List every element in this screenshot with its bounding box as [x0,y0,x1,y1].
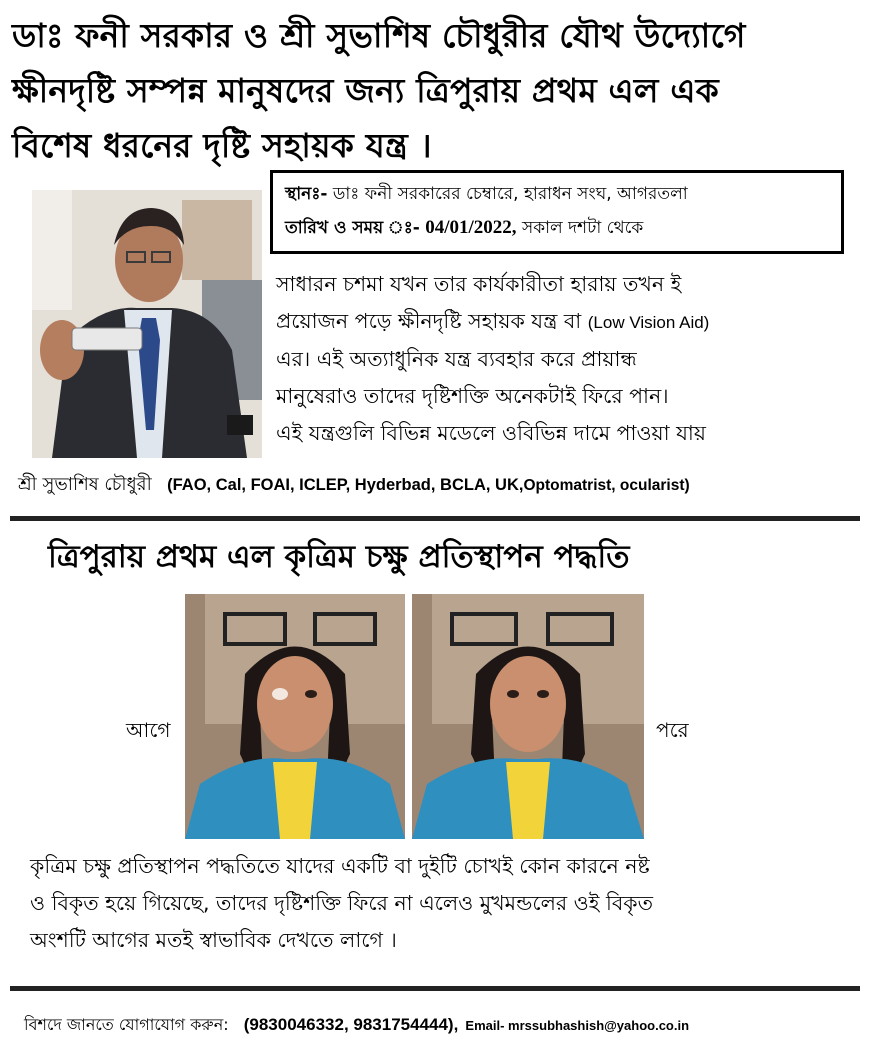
headline [12,8,867,173]
prosthesis-paragraph [30,848,860,959]
low-vision-line-2-bn: প্রয়োজন পড়ে ক্ষীনদৃষ্টি সহায়ক যন্ত্র বা [276,309,582,333]
low-vision-line-2 [276,303,866,341]
section-divider [10,516,860,521]
credit-qualifications: (FAO, Cal, FOAI, ICLEP, Hyderbad, BCLA, UK, [167,476,524,494]
headline-line-1: ডাঃ ফনী সরকার ও শ্রী সুভাশিষ চৌধুরীর যৌথ উদ্যোগে [12,16,746,55]
contact-label: বিশদে জানতে যোগাযোগ করুন: [24,1015,229,1034]
contact-phones: (9830046332, 9831754444), [243,1015,459,1034]
venue-time-label: তারিখ ও সময় ঃ- [285,218,420,238]
after-photo [412,594,644,839]
after-photo-illustration [412,594,644,839]
venue-time-value: সকাল দশটা থেকে [521,218,644,238]
before-label: আগে [126,718,171,742]
venue-time-line [285,211,829,245]
venue-box [270,170,844,254]
prosthesis-line-2: ও বিকৃত হয়ে গিয়েছে, তাদের দৃষ্টিশক্তি ফিরে না এলেও মুখমন্ডলের ওই বিকৃত [30,891,653,915]
footer-divider [10,986,860,991]
person-with-device-photo [32,190,262,458]
after-label: পরে [656,718,689,742]
prosthesis-section-title: ত্রিপুরায় প্রথম এল কৃত্রিম চক্ষু প্রতিস্থাপন পদ্ধতি [48,539,630,575]
before-photo-illustration [185,594,405,839]
low-vision-aid-term: (Low Vision Aid) [587,313,710,332]
low-vision-line-4: মানুষেরাও তাদের দৃষ্টিশক্তি অনেকটাই ফিরে পান। [276,384,669,408]
prosthesis-line-3: অংশটি আগের মতই স্বাভাবিক দেখতে লাগে । [30,928,397,952]
headline-line-2: ক্ষীনদৃষ্টি সম্পন্ন মানুষদের জন্য ত্রিপুরায় প্রথম এল এক [12,71,719,110]
credit-name: শ্রী সুভাশিষ চৌধুরী [18,474,152,495]
low-vision-line-5: এই যন্ত্রগুলি বিভিন্ন মডেলে ওবিভিন্ন দামে পাওয়া যায় [276,421,706,445]
venue-place-label: স্থানঃ- [285,184,328,204]
venue-date: 04/01/2022, [425,217,517,238]
headline-line-3: বিশেষ ধরনের দৃষ্টি সহায়ক যন্ত্র । [12,126,432,165]
contact-email: Email- mrssubhashish@yahoo.co.in [465,1018,690,1033]
low-vision-line-1: সাধারন চশমা যখন তার কার্যকারীতা হারায় তখন ই [276,272,682,296]
venue-place-line [285,177,829,211]
before-photo [185,594,405,839]
credit-line [18,470,690,501]
contact-line [24,1012,689,1039]
person-photo-illustration [32,190,262,458]
credit-roles: Optomatrist, ocularist) [523,477,690,494]
low-vision-line-3: এর। এই অত্যাধুনিক যন্ত্র ব্যবহার করে প্রায়ান্ধ [276,347,637,371]
low-vision-paragraph [276,266,866,452]
prosthesis-line-1: কৃত্রিম চক্ষু প্রতিস্থাপন পদ্ধতিতে যাদের একটি বা দুইটি চোখই কোন কারনে নষ্ট [30,854,650,878]
venue-place-value: ডাঃ ফনী সরকারের চেম্বারে, হারাধন সংঘ, আগরতলা [332,184,688,204]
